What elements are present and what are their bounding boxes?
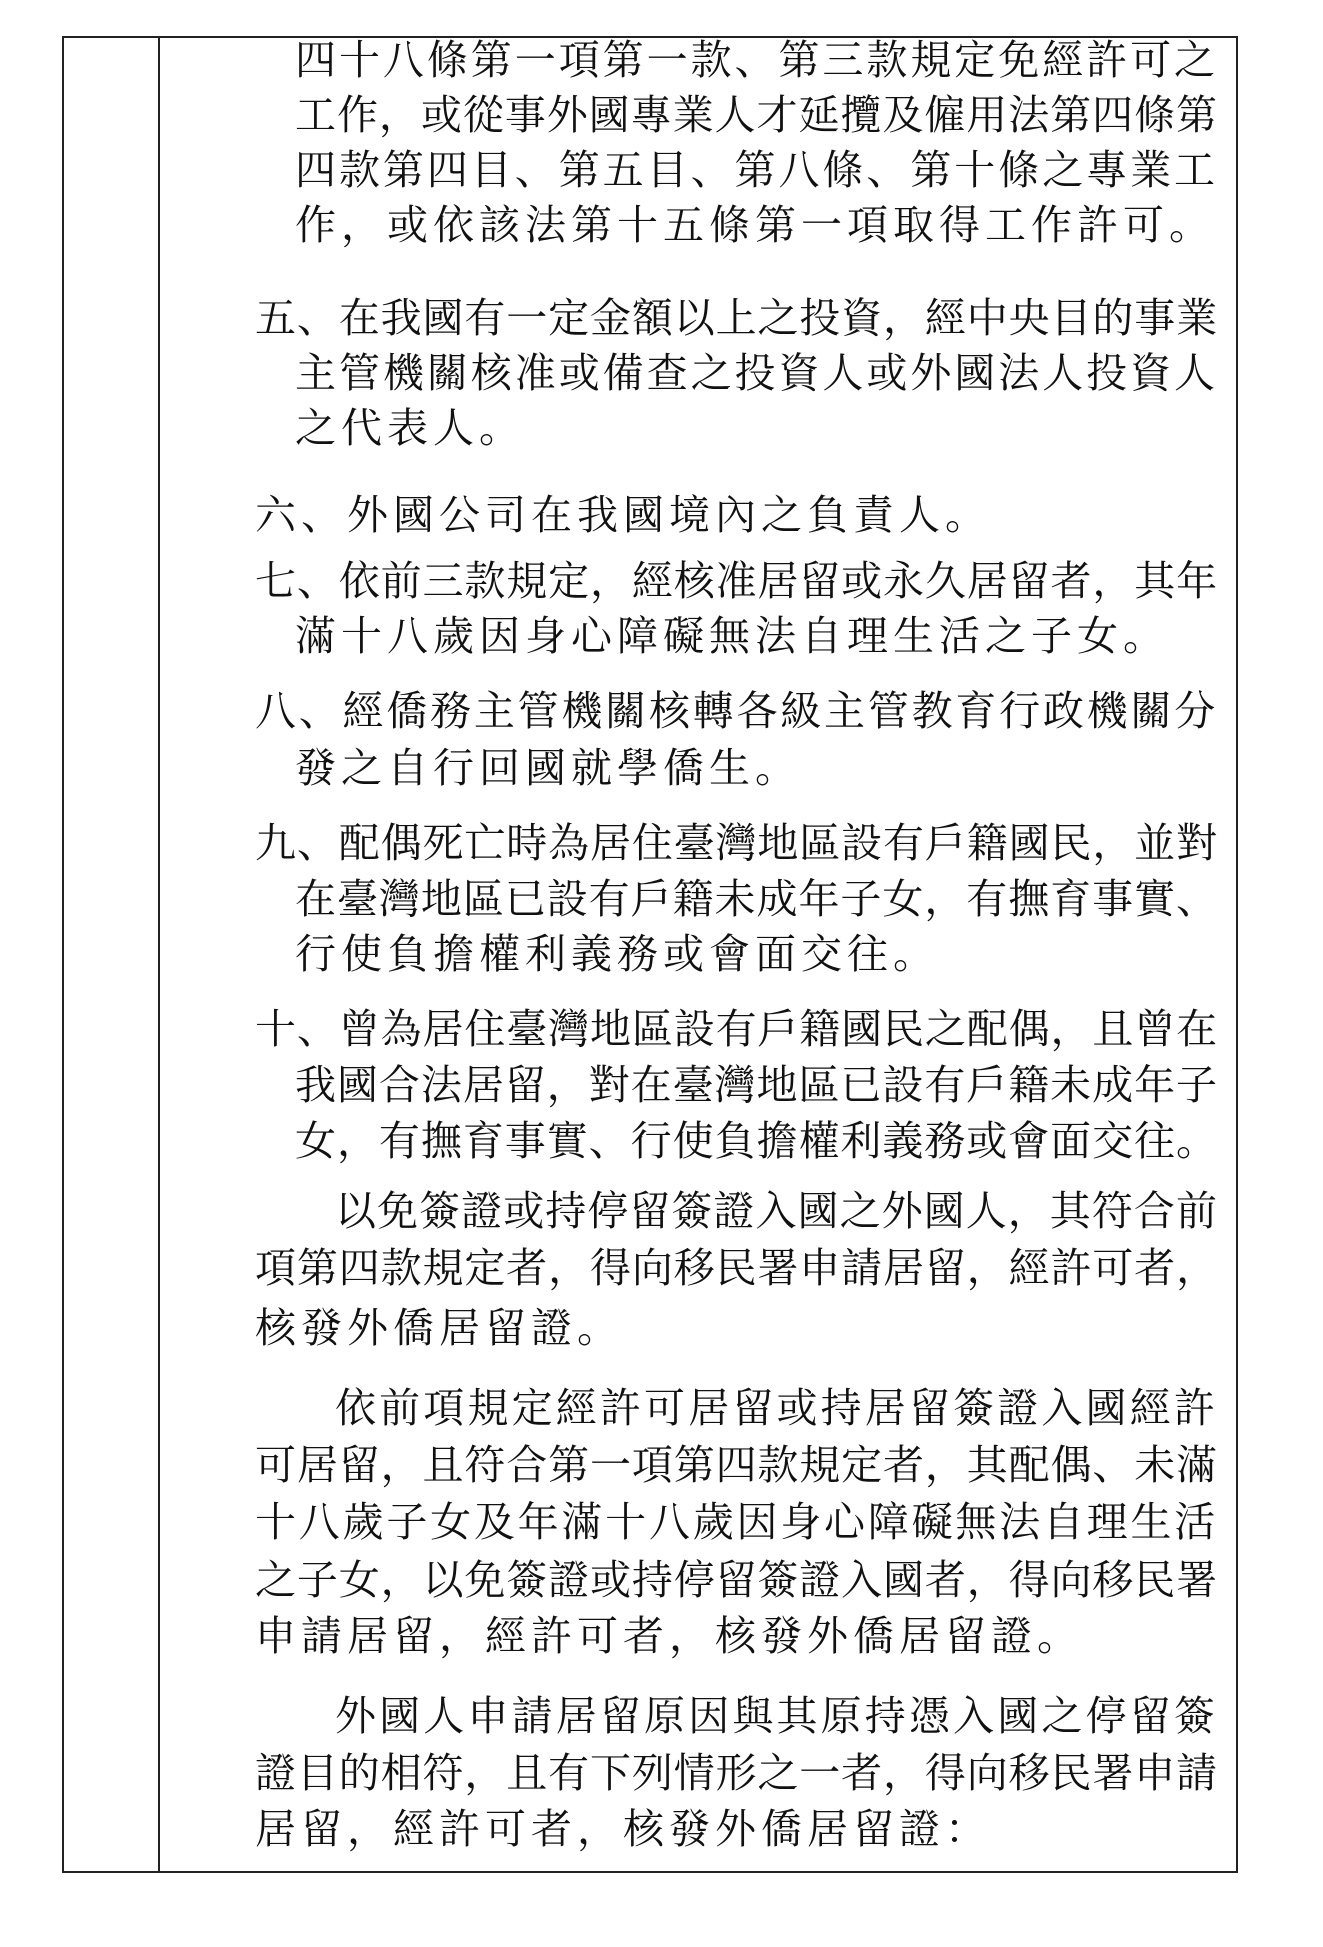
text-line: 我國合法居留，對在臺灣地區已設有戶籍未成年子 (295, 1061, 1218, 1109)
text-line: 居留，經許可者，核發外僑居留證： (255, 1805, 991, 1853)
text-line: 六、外國公司在我國境內之負責人。 (255, 491, 991, 539)
text-line: 七、依前三款規定，經核准居留或永久居留者，其年 (255, 557, 1218, 605)
text-line: 四款第四目、第五目、第八條、第十條之專業工 (295, 146, 1218, 194)
text-line: 核發外僑居留證。 (255, 1304, 623, 1352)
text-line: 發之自行回國就學僑生。 (295, 744, 801, 792)
text-line: 外國人申請居留原因與其原持憑入國之停留簽 (335, 1692, 1218, 1740)
text-line: 主管機關核准或備查之投資人或外國法人投資人 (295, 349, 1218, 397)
text-line: 作，或依該法第十五條第一項取得工作許可。 (295, 201, 1215, 249)
text-line: 八、經僑務主管機關核轉各級主管教育行政機關分 (255, 687, 1218, 735)
text-line: 在臺灣地區已設有戶籍未成年子女，有撫育事實、 (295, 875, 1218, 923)
text-line: 之代表人。 (295, 404, 525, 452)
text-column (160, 38, 1236, 1871)
text-line: 證目的相符，且有下列情形之一者，得向移民署申請 (255, 1749, 1218, 1797)
text-line: 四十八條第一項第一款、第三款規定免經許可之 (295, 36, 1218, 84)
text-line: 依前項規定經許可居留或持居留簽證入國經許 (335, 1384, 1218, 1432)
text-line: 十、曾為居住臺灣地區設有戶籍國民之配偶，且曾在 (255, 1005, 1218, 1053)
document-frame (62, 36, 1238, 1873)
text-line: 十八歲子女及年滿十八歲因身心障礙無法自理生活 (255, 1498, 1218, 1546)
text-line: 五、在我國有一定金額以上之投資，經中央目的事業 (255, 294, 1218, 342)
text-line: 工作，或從事外國專業人才延攬及僱用法第四條第 (295, 91, 1218, 139)
text-line: 九、配偶死亡時為居住臺灣地區設有戶籍國民，並對 (255, 819, 1218, 867)
text-line: 之子女，以免簽證或持停留簽證入國者，得向移民署 (255, 1556, 1218, 1604)
text-line: 可居留，且符合第一項第四款規定者，其配偶、未滿 (255, 1441, 1218, 1489)
text-line: 申請居留，經許可者，核發外僑居留證。 (255, 1612, 1083, 1660)
text-line: 女，有撫育事實、行使負擔權利義務或會面交往。 (295, 1117, 1218, 1165)
text-line: 滿十八歲因身心障礙無法自理生活之子女。 (295, 612, 1169, 660)
text-line: 項第四款規定者，得向移民署申請居留，經許可者， (255, 1244, 1218, 1292)
text-line: 行使負擔權利義務或會面交往。 (295, 930, 939, 978)
text-line: 以免簽證或持停留簽證入國之外國人，其符合前 (335, 1187, 1218, 1235)
